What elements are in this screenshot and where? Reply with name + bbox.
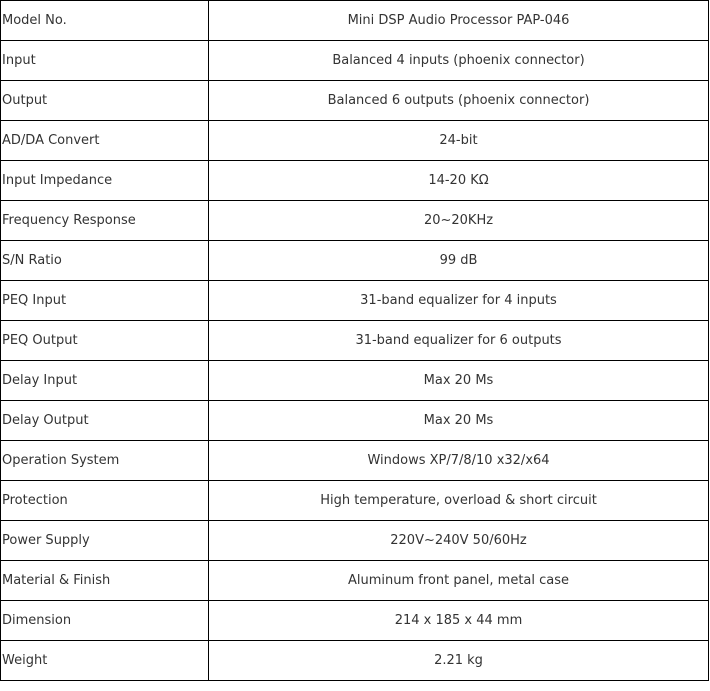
spec-row-delay-input — [1, 361, 709, 401]
spec-row-material-finish — [1, 561, 709, 601]
spec-row-ad-da-convert — [1, 121, 709, 161]
spec-value: Max 20 Ms — [209, 401, 709, 441]
spec-label: Material & Finish — [1, 561, 209, 601]
spec-row-peq-input — [1, 281, 709, 321]
spec-value: Mini DSP Audio Processor PAP-046 — [209, 1, 709, 41]
spec-row-operation-system — [1, 441, 709, 481]
spec-label: Delay Output — [1, 401, 209, 441]
spec-row-sn-ratio — [1, 241, 709, 281]
spec-value: Windows XP/7/8/10 x32/x64 — [209, 441, 709, 481]
spec-label: Input Impedance — [1, 161, 209, 201]
spec-label: Delay Input — [1, 361, 209, 401]
spec-value: Aluminum front panel, metal case — [209, 561, 709, 601]
spec-value: Balanced 4 inputs (phoenix connector) — [209, 41, 709, 81]
spec-label: Input — [1, 41, 209, 81]
spec-value: 214 x 185 x 44 mm — [209, 601, 709, 641]
spec-label: Dimension — [1, 601, 209, 641]
specification-table-body — [1, 1, 709, 681]
spec-row-output — [1, 81, 709, 121]
spec-row-peq-output — [1, 321, 709, 361]
spec-row-input — [1, 41, 709, 81]
spec-label: Operation System — [1, 441, 209, 481]
spec-value: 31-band equalizer for 6 outputs — [209, 321, 709, 361]
spec-value: High temperature, overload & short circuit — [209, 481, 709, 521]
spec-label: AD/DA Convert — [1, 121, 209, 161]
spec-row-frequency-response — [1, 201, 709, 241]
spec-value: 99 dB — [209, 241, 709, 281]
spec-row-protection — [1, 481, 709, 521]
spec-label: PEQ Input — [1, 281, 209, 321]
spec-value: 220V~240V 50/60Hz — [209, 521, 709, 561]
spec-row-delay-output — [1, 401, 709, 441]
spec-value: Balanced 6 outputs (phoenix connector) — [209, 81, 709, 121]
spec-row-weight — [1, 641, 709, 681]
spec-value: 31-band equalizer for 4 inputs — [209, 281, 709, 321]
spec-value: 2.21 kg — [209, 641, 709, 681]
spec-row-input-impedance — [1, 161, 709, 201]
spec-label: Model No. — [1, 1, 209, 41]
spec-label: Weight — [1, 641, 209, 681]
spec-value: 24-bit — [209, 121, 709, 161]
spec-label: S/N Ratio — [1, 241, 209, 281]
spec-value: 20~20KHz — [209, 201, 709, 241]
spec-row-dimension — [1, 601, 709, 641]
spec-label: Output — [1, 81, 209, 121]
spec-label: Power Supply — [1, 521, 209, 561]
spec-label: Protection — [1, 481, 209, 521]
spec-label: PEQ Output — [1, 321, 209, 361]
spec-label: Frequency Response — [1, 201, 209, 241]
spec-row-model-no — [1, 1, 709, 41]
spec-value: Max 20 Ms — [209, 361, 709, 401]
spec-value: 14-20 KΩ — [209, 161, 709, 201]
spec-row-power-supply — [1, 521, 709, 561]
